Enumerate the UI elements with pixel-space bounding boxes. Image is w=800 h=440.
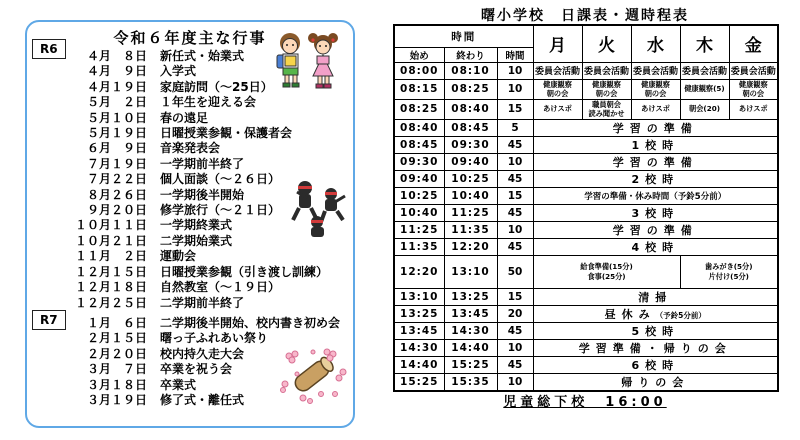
end-time: 08:10 (444, 62, 497, 79)
event-name: 日曜授業参観（引き渡し訓練） (160, 264, 329, 279)
schedule-row (394, 170, 778, 187)
activity-cell: 5校時 (533, 322, 778, 339)
activity-cell: 朝会(20) (680, 99, 729, 119)
activity-cell: 健康観察 朝の会 (533, 79, 582, 99)
event-row (67, 126, 349, 141)
start-time: 10:40 (394, 204, 444, 221)
event-date: ７月１９日 (86, 156, 147, 171)
lunch-prep-cell: 給食準備(15分) 食事(25分) (533, 255, 680, 288)
end-time: 12:20 (444, 238, 497, 255)
activity-cell: 3校時 (533, 204, 778, 221)
duration: 10 (497, 62, 533, 79)
start-time: 14:30 (394, 339, 444, 356)
duration: 10 (497, 79, 533, 99)
event-name: 音楽発表会 (160, 141, 221, 156)
start-time: 13:10 (394, 288, 444, 305)
end-time: 09:40 (444, 153, 497, 170)
day-header-fri: 金 (729, 25, 778, 62)
start-time: 13:25 (394, 305, 444, 322)
schedule-row (394, 305, 778, 322)
event-date: ２月１５日 (86, 331, 147, 346)
activity-cell: 学習準備・帰りの会 (533, 339, 778, 356)
header-row-days (394, 25, 778, 47)
activity-cell: 1校時 (533, 136, 778, 153)
schedule-row (394, 187, 778, 204)
start-time: 08:15 (394, 79, 444, 99)
duration: 10 (497, 339, 533, 356)
activity-cell: 委員会活動 (533, 62, 582, 79)
activity-cell: 昼休み（予鈴5分前） (533, 305, 778, 322)
activity-cell: あけスポ (631, 99, 680, 119)
event-date: １０月１１日 (74, 218, 147, 233)
timetable (393, 24, 779, 392)
event-date: ４月 ９日 (86, 64, 147, 79)
duration: 45 (497, 322, 533, 339)
day-header-wed: 水 (631, 25, 680, 62)
duration: 45 (497, 356, 533, 373)
end-time: 13:25 (444, 288, 497, 305)
start-time: 10:25 (394, 187, 444, 204)
duration: 15 (497, 99, 533, 119)
event-name: 曙っ子ふれあい祭り (160, 331, 269, 346)
start-time: 09:40 (394, 170, 444, 187)
activity-cell: 帰りの会 (533, 373, 778, 391)
event-date: ５月 ２日 (86, 95, 147, 110)
schedule-row (394, 136, 778, 153)
event-row (67, 280, 349, 295)
duration: 10 (497, 221, 533, 238)
event-row (67, 141, 349, 156)
end-time: 11:35 (444, 221, 497, 238)
activity-cell: 委員会活動 (582, 62, 631, 79)
event-name: 二学期後半開始、校内書き初め会 (160, 315, 341, 330)
activity-cell: 学習の準備 (533, 153, 778, 170)
schedule-row (394, 339, 778, 356)
event-name: 卒業式 (160, 377, 197, 392)
event-date: ５月１９日 (86, 126, 147, 141)
day-header-thu: 木 (680, 25, 729, 62)
event-date: ４月１９日 (86, 79, 147, 94)
activity-cell: あけスポ (533, 99, 582, 119)
end-time: 09:30 (444, 136, 497, 153)
duration: 45 (497, 136, 533, 153)
activity-cell: 4校時 (533, 238, 778, 255)
end-time: 08:45 (444, 119, 497, 136)
event-name: 修学旅行（～２１日） (160, 203, 281, 218)
event-date: ２月２０日 (86, 346, 147, 361)
activity-cell: 清掃 (533, 288, 778, 305)
event-date: ５月１０日 (86, 110, 147, 125)
event-date: ３月１８日 (86, 377, 147, 392)
event-date: ７月２２日 (86, 172, 147, 187)
event-date: ６月 ９日 (86, 141, 147, 156)
event-date: ３月 ７日 (86, 362, 147, 377)
duration-header: 時間 (497, 47, 533, 62)
annual-events-title: 令和６年度主な行事 (113, 29, 267, 47)
event-name: 二学期前半終了 (160, 295, 245, 310)
event-date: ４月 ８日 (86, 49, 147, 63)
end-time: 08:40 (444, 99, 497, 119)
end-time: 15:25 (444, 356, 497, 373)
schedule-row-lunch (394, 255, 778, 288)
event-date: １０月２１日 (74, 233, 147, 248)
schedule-row (394, 99, 778, 119)
event-name: 春の遠足 (160, 110, 209, 125)
start-time: 08:45 (394, 136, 444, 153)
event-name: 修了式・離任式 (160, 392, 245, 407)
era-label-r6: R6 (32, 39, 66, 59)
event-row (67, 111, 349, 126)
playing-children-clipart (287, 178, 351, 240)
start-time: 11:25 (394, 221, 444, 238)
event-row (67, 95, 349, 110)
start-time: 08:00 (394, 62, 444, 79)
event-name: 一学期前半終了 (160, 156, 245, 171)
duration: 20 (497, 305, 533, 322)
activity-cell: 学習の準備・休み時間（予鈴5分前） (533, 187, 778, 204)
schedule-row (394, 356, 778, 373)
schedule-row (394, 322, 778, 339)
end-time: 13:45 (444, 305, 497, 322)
end-time: 14:40 (444, 339, 497, 356)
activity-cell: 委員会活動 (729, 62, 778, 79)
end-time: 10:25 (444, 170, 497, 187)
diploma-sakura-clipart (277, 344, 347, 406)
event-row (67, 157, 349, 172)
event-name: 自然教室（～１９日） (160, 280, 281, 295)
end-time: 15:35 (444, 373, 497, 391)
schedule-row (394, 204, 778, 221)
day-header-mon: 月 (533, 25, 582, 62)
event-name: 一学期終業式 (160, 218, 233, 233)
activity-cell: 健康観察(5) (680, 79, 729, 99)
end-time: 13:10 (444, 255, 497, 288)
start-time: 12:20 (394, 255, 444, 288)
duration: 45 (497, 238, 533, 255)
event-date: １１月 ２日 (74, 249, 147, 264)
event-date: １２月１８日 (74, 280, 147, 295)
schedule-row (394, 153, 778, 170)
event-row (67, 249, 349, 264)
dismissal-time-note: 児童総下校 16:00 (503, 395, 667, 410)
annual-events-panel (25, 20, 355, 428)
teeth-cleanup-cell: 歯みがき(5分) 片付け(5分) (680, 255, 778, 288)
start-time: 14:40 (394, 356, 444, 373)
duration: 15 (497, 187, 533, 204)
event-name: 二学期始業式 (160, 233, 233, 248)
activity-cell: 職員朝会 読み聞かせ (582, 99, 631, 119)
era-label-r7: R7 (32, 310, 66, 330)
event-name: 日曜授業参観・保護者会 (160, 126, 293, 141)
start-time: 09:30 (394, 153, 444, 170)
event-name: １年生を迎える会 (160, 95, 257, 110)
duration: 45 (497, 170, 533, 187)
activity-cell: 委員会活動 (631, 62, 680, 79)
event-name: 入学式 (160, 64, 197, 79)
event-name: 卒業を祝う会 (160, 362, 233, 377)
start-time: 15:25 (394, 373, 444, 391)
event-date: ９月２０日 (86, 203, 147, 218)
activity-cell: 健康観察 朝の会 (631, 79, 680, 99)
end-time: 14:30 (444, 322, 497, 339)
event-row (67, 265, 349, 280)
activity-cell: 6校時 (533, 356, 778, 373)
start-time: 08:25 (394, 99, 444, 119)
start-time: 13:45 (394, 322, 444, 339)
activity-cell: あけスポ (729, 99, 778, 119)
duration: 45 (497, 204, 533, 221)
schedule-row (394, 288, 778, 305)
event-row (67, 296, 349, 311)
activity-cell: 健康観察 朝の会 (582, 79, 631, 99)
timetable-title: 曙小学校 日課表・週時程表 (481, 8, 689, 24)
event-date: １月 ６日 (86, 315, 147, 330)
schedule-row (394, 221, 778, 238)
bell-note: （予鈴5分前） (655, 310, 706, 320)
schedule-row (394, 238, 778, 255)
time-group-header: 時間 (394, 25, 533, 47)
event-date: １２月２５日 (74, 295, 147, 310)
day-header-tue: 火 (582, 25, 631, 62)
walking-children-clipart (273, 30, 345, 90)
event-date: １２月１５日 (74, 264, 147, 279)
end-time: 08:25 (444, 79, 497, 99)
event-row (67, 316, 349, 331)
start-time: 08:40 (394, 119, 444, 136)
activity-cell: 学習の準備 (533, 221, 778, 238)
activity-cell: 委員会活動 (680, 62, 729, 79)
event-name: 個人面談（～２６日） (160, 172, 281, 187)
duration: 50 (497, 255, 533, 288)
activity-cell: 2校時 (533, 170, 778, 187)
start-header: 始め (394, 47, 444, 62)
activity-cell: 健康観察 朝の会 (729, 79, 778, 99)
start-time: 11:35 (394, 238, 444, 255)
schedule-row (394, 62, 778, 79)
end-header: 終わり (444, 47, 497, 62)
schedule-row (394, 79, 778, 99)
schedule-row (394, 119, 778, 136)
event-date: ８月２６日 (86, 187, 147, 202)
event-name: 家庭訪問（～25日） (160, 79, 273, 94)
duration: 10 (497, 153, 533, 170)
event-name: 新任式・始業式 (160, 49, 245, 63)
end-time: 10:40 (444, 187, 497, 204)
event-name: 校内持久走大会 (160, 346, 245, 361)
end-time: 11:25 (444, 204, 497, 221)
duration: 10 (497, 373, 533, 391)
duration: 15 (497, 288, 533, 305)
event-date: ３月１９日 (86, 392, 147, 407)
event-name: 一学期後半開始 (160, 187, 245, 202)
activity-cell: 学習の準備 (533, 119, 778, 136)
schedule-row (394, 373, 778, 391)
event-name: 運動会 (160, 249, 197, 264)
duration: 5 (497, 119, 533, 136)
